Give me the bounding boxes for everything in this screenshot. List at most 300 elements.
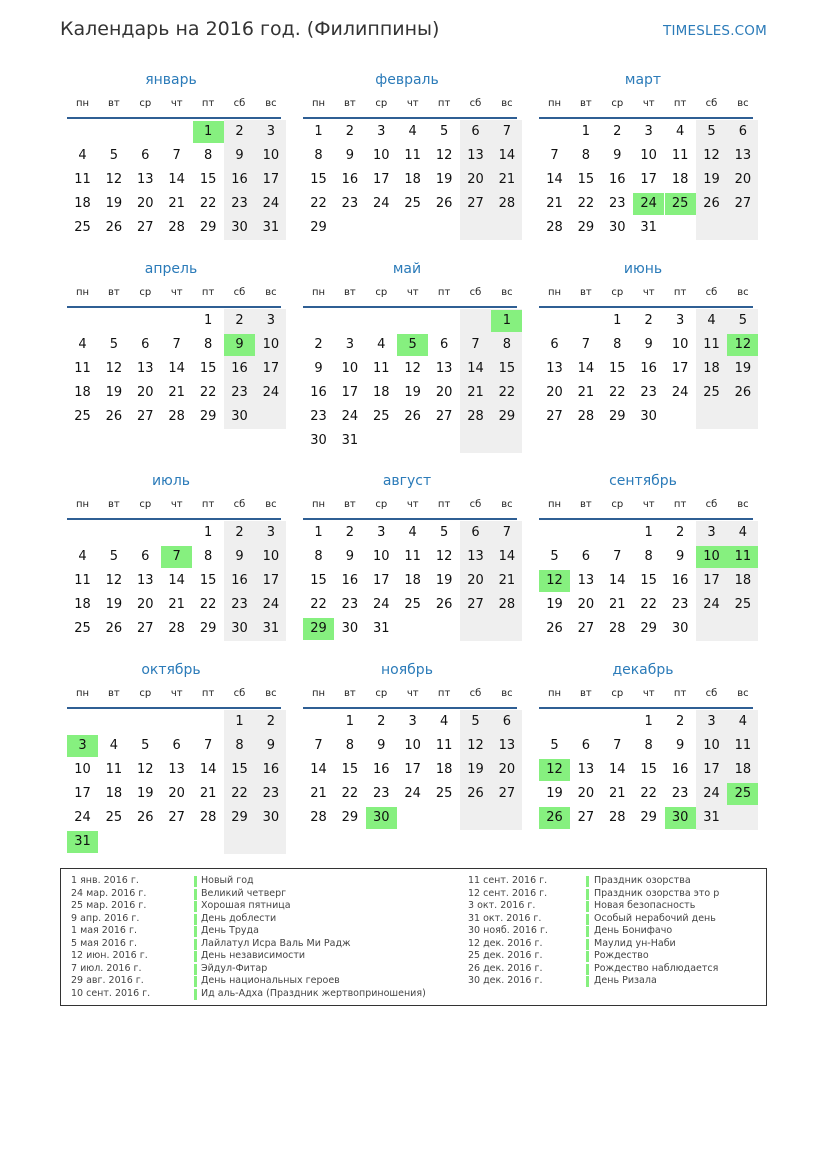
day-cell: 13 [577,573,595,588]
day-cell: 25 [703,385,720,400]
legend-date: 30 нояб. 2016 г. [468,925,548,936]
day-cell: 14 [609,573,626,588]
day-cell: 6 [471,525,480,540]
day-cell: 6 [581,738,591,753]
weekday-label: ср [375,499,388,510]
legend-marker [586,889,589,900]
day-cell: 19 [105,385,123,400]
day-cell: 22 [640,597,657,612]
weekday-label: пт [437,287,451,298]
legend-date: 7 июл. 2016 г. [71,962,142,974]
day-cell: 14 [467,361,484,376]
weekday-label: пн [311,499,326,510]
day-cell: 11 [373,361,390,376]
day-cell: 20 [577,597,595,612]
weekday-label: ср [375,688,388,699]
day-cell: 22 [640,786,657,801]
weekday-label: пт [673,688,687,699]
weekday-label: вс [501,98,513,109]
day-cell: 22 [199,196,217,211]
weekday-label: чт [170,688,183,699]
day-cell: 5 [550,738,559,753]
holiday-day-cell: 12 [539,570,570,592]
day-cell: 24 [671,385,689,400]
day-cell: 16 [373,762,390,777]
day-cell: 20 [467,573,484,588]
day-cell: 9 [644,337,653,352]
weekday-label: вт [108,688,120,699]
day-cell: 19 [703,172,720,187]
day-cell: 11 [671,148,689,163]
day-cell: 2 [644,313,653,328]
day-cell: 7 [581,337,591,352]
day-cell: 4 [377,337,386,352]
weekday-label: чт [642,688,655,699]
holiday-day-cell: 1 [491,310,522,332]
day-cell: 27 [137,409,154,424]
day-cell: 18 [74,385,91,400]
weekday-label: пн [75,98,90,109]
weekday-label: сб [705,688,718,699]
day-cell: 20 [467,172,484,187]
day-cell: 28 [546,220,563,235]
day-cell: 17 [74,786,91,801]
day-cell: 8 [203,337,213,352]
legend-holiday-name: Маулид ун-Наби [594,937,676,949]
legend-date: 31 окт. 2016 г. [468,912,542,924]
day-cell: 25 [74,409,91,424]
day-cell: 20 [577,786,595,801]
day-cell: 26 [467,786,484,801]
legend-marker [194,951,197,962]
holiday-day-cell: 11 [727,546,758,568]
day-cell: 27 [467,597,484,612]
day-cell: 6 [141,337,150,352]
holiday-legend [60,868,767,1006]
day-cell: 24 [404,786,421,801]
legend-marker [586,976,589,987]
day-cell: 3 [266,525,276,540]
day-cell: 14 [498,148,516,163]
day-cell: 19 [404,385,421,400]
day-cell: 28 [467,409,484,424]
legend-marker [194,939,197,950]
day-cell: 4 [109,738,119,753]
day-cell: 27 [577,621,595,636]
weekday-label: пт [437,688,451,699]
day-cell: 26 [105,621,123,636]
day-cell: 4 [78,148,87,163]
day-cell: 26 [105,220,123,235]
day-cell: 23 [341,196,359,211]
day-cell: 7 [314,738,323,753]
day-cell: 16 [310,385,327,400]
day-cell: 1 [314,525,323,540]
day-cell: 22 [310,597,327,612]
day-cell: 26 [404,409,421,424]
day-cell: 24 [262,385,280,400]
month-name: октябрь [141,662,201,678]
month-rule [67,518,281,520]
weekday-label: вс [265,287,277,298]
month-rule [67,306,281,308]
day-cell: 12 [435,148,453,163]
day-cell: 2 [675,525,685,540]
day-cell: 15 [498,361,516,376]
day-cell: 25 [404,597,421,612]
weekday-label: сб [469,98,482,109]
day-cell: 6 [471,124,480,139]
weekday-label: чт [642,499,655,510]
day-cell: 22 [231,786,248,801]
day-cell: 9 [377,738,386,753]
day-cell: 26 [734,385,752,400]
month-rule [539,707,753,709]
legend-date: 9 апр. 2016 г. [71,912,140,924]
day-cell: 9 [345,148,355,163]
weekday-label: пт [201,688,215,699]
day-cell: 29 [609,409,626,424]
day-cell: 10 [373,148,390,163]
weekday-label: чт [406,499,419,510]
weekday-label: чт [406,287,419,298]
day-cell: 5 [109,549,119,564]
day-cell: 1 [203,313,213,328]
day-cell: 17 [703,573,720,588]
weekday-label: пт [201,98,215,109]
day-cell: 23 [640,385,657,400]
day-cell: 5 [439,525,449,540]
day-cell: 10 [262,148,280,163]
day-cell: 27 [577,810,595,825]
month-rule [303,306,517,308]
day-cell: 27 [137,621,154,636]
day-cell: 9 [675,549,685,564]
legend-marker [586,914,589,925]
day-cell: 17 [262,573,280,588]
day-cell: 11 [74,361,91,376]
weekday-label: вс [737,499,749,510]
day-cell: 27 [734,196,752,211]
day-cell: 8 [345,738,355,753]
weekday-label: сб [705,499,718,510]
day-cell: 11 [435,738,453,753]
day-cell: 26 [137,810,154,825]
day-cell: 5 [471,714,480,729]
month-name: июль [151,473,191,489]
weekday-label: чт [170,98,183,109]
holiday-day-cell: 30 [665,807,696,829]
day-cell: 8 [314,549,323,564]
day-cell: 16 [262,762,280,777]
day-cell: 27 [168,810,185,825]
day-cell: 6 [502,714,512,729]
day-cell: 27 [498,786,516,801]
legend-date: 1 янв. 2016 г. [71,875,139,886]
day-cell: 6 [581,549,591,564]
day-cell: 10 [74,762,91,777]
day-cell: 15 [341,762,359,777]
day-cell: 25 [74,220,91,235]
month-name: февраль [375,72,439,88]
weekday-label: ср [139,688,152,699]
day-cell: 31 [640,220,657,235]
day-cell: 18 [734,762,752,777]
legend-holiday-name: Праздник озорства [594,875,691,886]
day-cell: 23 [609,196,626,211]
day-cell: 21 [168,196,185,211]
day-cell: 9 [235,549,244,564]
day-cell: 16 [341,172,359,187]
legend-marker [586,964,589,975]
day-cell: 5 [439,124,449,139]
day-cell: 23 [231,196,248,211]
legend-marker [194,976,197,987]
day-cell: 13 [467,148,484,163]
day-cell: 12 [703,148,720,163]
weekday-label: чт [170,499,183,510]
brand-link[interactable]: TIMESLES.COM [663,23,767,39]
day-cell: 13 [137,573,154,588]
day-cell: 15 [577,172,595,187]
day-cell: 9 [266,738,276,753]
weekday-label: вт [344,287,356,298]
day-cell: 12 [105,172,123,187]
legend-date: 12 дек. 2016 г. [468,937,543,949]
holiday-day-cell: 7 [161,546,192,568]
day-cell: 13 [137,172,154,187]
day-cell: 10 [373,549,390,564]
day-cell: 8 [644,738,653,753]
day-cell: 11 [703,337,720,352]
day-cell: 12 [404,361,421,376]
weekday-label: ср [611,98,624,109]
day-cell: 5 [109,337,119,352]
day-cell: 3 [408,714,417,729]
day-cell: 26 [105,409,123,424]
weekday-label: вс [737,688,749,699]
day-cell: 16 [609,172,626,187]
legend-marker [194,876,197,887]
day-cell: 17 [373,172,390,187]
weekday-label: чт [642,98,655,109]
month-rule [303,117,517,119]
month-name: декабрь [612,662,674,678]
weekday-label: пн [311,287,326,298]
day-cell: 28 [168,220,185,235]
weekday-label: ср [375,98,388,109]
day-cell: 8 [203,148,213,163]
day-cell: 29 [199,220,217,235]
day-cell: 10 [262,337,280,352]
day-cell: 19 [546,786,563,801]
weekday-label: сб [233,499,246,510]
weekday-label: вс [265,499,277,510]
day-cell: 17 [640,172,657,187]
legend-date: 10 сент. 2016 г. [71,987,151,999]
weekday-label: вт [580,287,592,298]
weekday-label: чт [406,98,419,109]
weekday-label: вс [501,287,513,298]
holiday-day-cell: 1 [193,121,224,143]
day-cell: 5 [109,148,119,163]
day-cell: 14 [577,361,595,376]
legend-holiday-name: Особый нерабочий день [594,912,716,924]
day-cell: 23 [310,409,327,424]
day-cell: 24 [703,597,720,612]
day-cell: 19 [546,597,563,612]
day-cell: 19 [734,361,752,376]
day-cell: 28 [609,810,626,825]
legend-marker [586,926,589,937]
weekday-label: сб [705,287,718,298]
day-cell: 12 [467,738,484,753]
month-name: август [382,473,432,489]
day-cell: 29 [199,409,217,424]
legend-date: 30 дек. 2016 г. [468,975,543,986]
legend-holiday-name: Новый год [201,875,254,886]
weekday-label: пн [547,499,562,510]
day-cell: 23 [671,786,689,801]
weekday-label: вс [265,688,277,699]
weekday-label: пн [311,688,326,699]
day-cell: 4 [738,714,748,729]
legend-holiday-name: День Труда [201,925,259,936]
day-cell: 25 [435,786,453,801]
weekday-label: ср [611,688,624,699]
day-cell: 6 [141,148,150,163]
weekday-label: вс [265,98,277,109]
day-cell: 21 [498,172,516,187]
legend-holiday-name: Хорошая пятница [201,900,291,911]
day-cell: 27 [435,409,453,424]
weekday-label: сб [469,287,482,298]
weekday-label: пт [437,499,451,510]
day-cell: 30 [609,220,626,235]
day-cell: 16 [671,573,689,588]
day-cell: 23 [262,786,280,801]
day-cell: 21 [310,786,327,801]
legend-marker [586,951,589,962]
holiday-day-cell: 9 [224,334,255,356]
day-cell: 1 [644,714,653,729]
day-cell: 30 [341,621,359,636]
weekday-label: вт [344,98,356,109]
day-cell: 3 [675,313,685,328]
day-cell: 9 [235,148,244,163]
weekday-label: ср [611,499,624,510]
day-cell: 15 [199,361,217,376]
legend-holiday-name: День национальных героев [201,975,340,986]
day-cell: 29 [341,810,359,825]
month-name: март [624,72,662,88]
day-cell: 7 [172,148,181,163]
day-cell: 18 [74,196,91,211]
day-cell: 10 [671,337,689,352]
day-cell: 17 [373,573,390,588]
day-cell: 26 [703,196,720,211]
month-rule [67,707,281,709]
day-cell: 31 [341,433,359,448]
day-cell: 26 [435,196,453,211]
legend-marker [586,901,589,912]
day-cell: 29 [640,810,657,825]
weekday-label: ср [139,287,152,298]
weekday-label: пн [547,287,562,298]
day-cell: 20 [168,786,185,801]
day-cell: 30 [310,433,327,448]
legend-holiday-name: Лайлатул Исра Валь Ми Радж [201,937,351,949]
holiday-day-cell: 5 [397,334,428,356]
day-cell: 17 [262,361,280,376]
weekday-label: вт [580,499,592,510]
day-cell: 14 [609,762,626,777]
holiday-day-cell: 30 [366,807,397,829]
page-title: Календарь на 2016 год. (Филиппины) [60,18,440,40]
day-cell: 8 [613,337,622,352]
weekday-label: ср [375,287,388,298]
weekday-label: сб [469,499,482,510]
legend-holiday-name: День независимости [201,950,306,961]
weekday-label: пт [201,287,215,298]
weekday-label: пт [673,499,687,510]
day-cell: 8 [235,738,244,753]
day-cell: 1 [203,525,213,540]
day-cell: 23 [231,597,248,612]
day-cell: 22 [199,385,217,400]
day-cell: 3 [377,124,386,139]
legend-marker [194,989,197,1000]
day-cell: 13 [577,762,595,777]
legend-holiday-name: День Ризала [594,975,657,986]
day-cell: 23 [671,597,689,612]
weekend-shade [460,309,491,453]
weekday-label: вт [108,98,120,109]
weekday-label: вс [737,98,749,109]
day-cell: 2 [613,124,622,139]
day-cell: 7 [550,148,559,163]
legend-date: 3 окт. 2016 г. [468,900,536,911]
day-cell: 19 [105,597,123,612]
day-cell: 7 [502,525,512,540]
day-cell: 21 [498,573,516,588]
day-cell: 31 [703,810,720,825]
day-cell: 4 [78,549,87,564]
day-cell: 25 [734,597,752,612]
weekday-label: пн [75,499,90,510]
day-cell: 27 [137,220,154,235]
day-cell: 10 [640,148,657,163]
day-cell: 24 [74,810,91,825]
day-cell: 10 [703,738,720,753]
day-cell: 25 [373,409,390,424]
day-cell: 15 [640,762,657,777]
legend-date: 12 июн. 2016 г. [71,950,148,961]
day-cell: 14 [310,762,327,777]
day-cell: 24 [262,597,280,612]
day-cell: 16 [231,172,248,187]
day-cell: 9 [675,738,685,753]
day-cell: 21 [168,597,185,612]
day-cell: 29 [640,621,657,636]
day-cell: 20 [137,196,154,211]
month-rule [67,117,281,119]
weekday-label: пт [673,98,687,109]
day-cell: 11 [404,549,421,564]
day-cell: 3 [707,714,716,729]
day-cell: 3 [266,124,276,139]
weekday-label: пн [547,98,562,109]
